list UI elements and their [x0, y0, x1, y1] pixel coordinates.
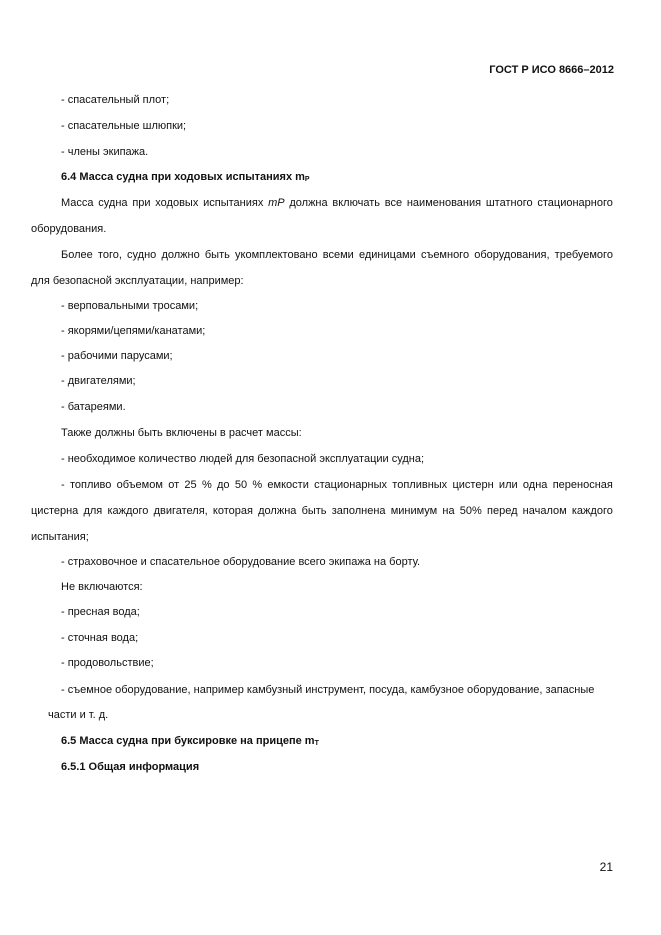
word: быть: [204, 249, 230, 261]
word: -: [61, 479, 65, 491]
list-item: - батареями.: [61, 401, 126, 413]
word: стационарного: [537, 197, 613, 209]
paragraph-line: испытания;: [31, 531, 89, 543]
word: судна: [98, 197, 128, 209]
word: заполнена: [331, 505, 386, 517]
list-item: - продовольствие;: [61, 657, 154, 669]
paragraph-line: для безопасной эксплуатации, например:: [31, 275, 244, 287]
word: или: [498, 479, 518, 491]
word: Более: [61, 249, 93, 261]
section-heading-6-5: [61, 734, 319, 751]
word: Масса: [61, 197, 94, 209]
word: каждого: [571, 505, 613, 517]
paragraph-line: Не включаются:: [61, 581, 143, 593]
word: съемного: [420, 249, 470, 261]
word: одна: [522, 479, 548, 491]
word: цистерн: [452, 479, 494, 491]
word: каждого: [107, 505, 149, 517]
word: быть: [301, 505, 327, 517]
word: двигателя,: [153, 505, 208, 517]
list-item-continuation: части и т. д.: [48, 709, 109, 721]
section-heading-text: 6.5 Масса судна при буксировке на прицепе m: [61, 735, 315, 747]
word: наименования: [406, 197, 482, 209]
word: судно: [127, 249, 157, 261]
word: %: [201, 479, 212, 491]
word: штатного: [485, 197, 533, 209]
list-item: - двигателями;: [61, 375, 136, 387]
page-number: 21: [599, 860, 613, 874]
word: %: [252, 479, 263, 491]
list-item: - верповальными тросами;: [61, 300, 199, 312]
word: 50: [234, 479, 248, 491]
document-header: ГОСТ Р ИСО 8666–2012: [489, 64, 614, 76]
word: 25: [184, 479, 197, 491]
section-heading-6-5-1: 6.5.1 Общая информация: [61, 761, 200, 773]
word: должно: [161, 249, 200, 261]
paragraph-line: оборудования.: [31, 223, 107, 235]
word: укомплектовано: [235, 249, 318, 261]
list-item: - страховочное и спасательное оборудование всего экипажа на борту.: [61, 556, 421, 568]
word: единицами: [358, 249, 416, 261]
word: топливо: [69, 479, 112, 491]
word: 50%: [459, 505, 482, 517]
list-item: - сточная вода;: [61, 632, 139, 644]
list-item: - съемное оборудование, например камбузный инструмент, посуда, камбузное оборудование, запасные: [61, 684, 595, 696]
word: стационарных: [314, 479, 388, 491]
word: оборудования,: [474, 249, 550, 261]
word: минимум: [390, 505, 438, 517]
word: которая: [212, 505, 253, 517]
list-item: - пресная вода;: [61, 606, 140, 618]
word: испытаниях: [203, 197, 264, 209]
word: объемом: [116, 479, 163, 491]
word: включать: [332, 197, 380, 209]
list-item: - рабочими парусами;: [61, 350, 173, 362]
word: началом: [522, 505, 567, 517]
word: на: [442, 505, 455, 517]
word: все: [384, 197, 403, 209]
list-item: - спасательные шлюпки;: [61, 120, 187, 132]
section-heading-text: 6.4 Масса судна при ходовых испытаниях m: [61, 171, 305, 183]
list-item: - якорями/цепями/канатами;: [61, 325, 206, 337]
section-heading-subscript: T: [314, 740, 319, 747]
word: mP: [268, 197, 285, 209]
paragraph-line: [61, 478, 613, 492]
word: переносная: [552, 479, 613, 491]
section-heading-subscript: P: [304, 176, 310, 183]
word: цистерна: [31, 505, 79, 517]
list-item: - необходимое количество людей для безопасной эксплуатации судна;: [61, 453, 425, 465]
paragraph-line: Также должны быть включены в расчет массы:: [61, 427, 302, 439]
word: для: [83, 505, 103, 517]
word: требуемого: [554, 249, 613, 261]
word: от: [168, 479, 180, 491]
paragraph-line: [31, 504, 613, 518]
word: емкости: [267, 479, 309, 491]
paragraph-line: [61, 196, 613, 210]
list-item: - члены экипажа.: [61, 146, 149, 158]
word: перед: [487, 505, 518, 517]
word: должна: [289, 197, 328, 209]
section-heading-6-4: [61, 170, 310, 187]
word: ходовых: [155, 197, 199, 209]
word: при: [132, 197, 151, 209]
word: того,: [97, 249, 122, 261]
word: должна: [258, 505, 297, 517]
word: топливных: [392, 479, 448, 491]
word: до: [217, 479, 230, 491]
word: всеми: [322, 249, 354, 261]
list-item: - спасательный плот;: [61, 94, 170, 106]
paragraph-line: [61, 248, 613, 262]
